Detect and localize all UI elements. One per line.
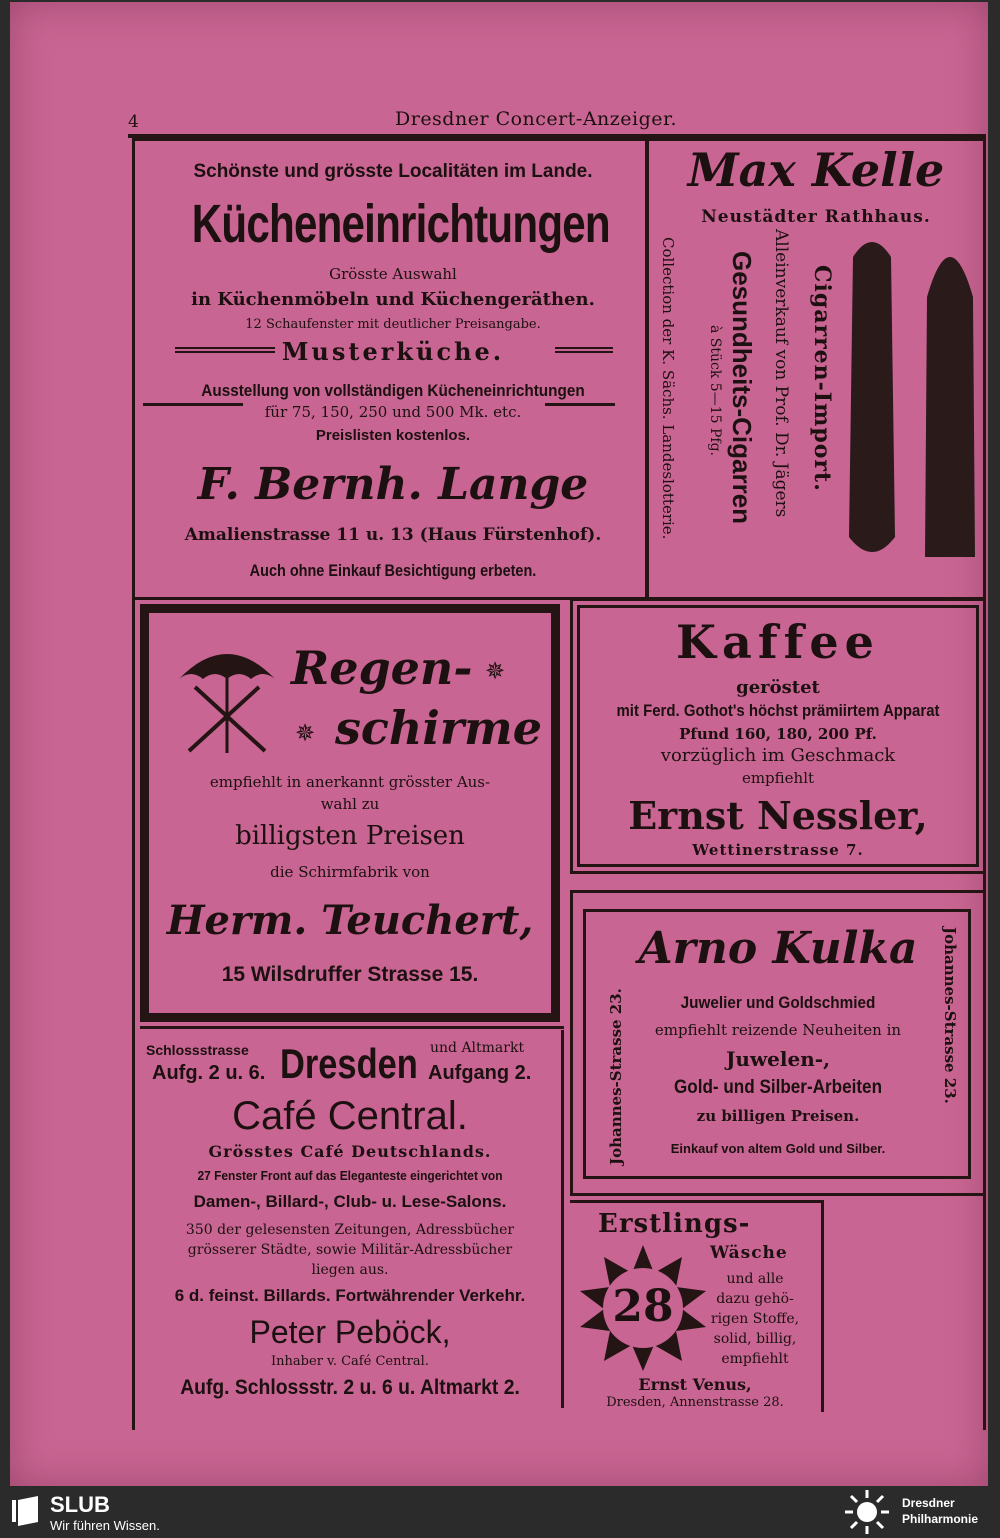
ad-cafe-line5: 350 der gelesensten Zeitungen, Adressbücher: [185, 1222, 515, 1238]
cigar-icon-2: [921, 237, 979, 567]
ad-cafe: [140, 1030, 564, 1408]
ad-kelle: [646, 138, 986, 600]
ad-venus-r3: rigen Stoffe,: [710, 1311, 800, 1327]
ad-cafe-title: Café Central.: [232, 1094, 468, 1138]
ad-kulka: [570, 890, 986, 1196]
ad-cafe-top-rule: [140, 1026, 564, 1029]
ad-kaffee-line2: geröstet: [736, 677, 820, 698]
ad-cafe-city: Dresden: [280, 1040, 418, 1087]
ad-kueche-musterkueche: Musterküche.: [281, 337, 505, 366]
ad-kueche-company: F. Bernh. Lange: [197, 459, 589, 510]
ad-kulka-line3: empfiehlt reizende Neuheiten in: [654, 1021, 902, 1039]
ad-kulka-name: Arno Kulka: [638, 923, 918, 974]
ad-kulka-line7: Einkauf von altem Gold und Silber.: [670, 1141, 886, 1156]
ad-schirme-title1: Regen-: [291, 641, 473, 695]
ad-kueche-line3: Grösste Auswahl: [329, 265, 457, 283]
ad-cafe-owner: Peter Peböck,: [249, 1314, 451, 1350]
slub-tagline: Wir führen Wissen.: [50, 1518, 160, 1533]
ad-kulka-line2: Juwelier und Goldschmied: [680, 993, 876, 1012]
ad-venus-line2: Wäsche: [710, 1243, 788, 1263]
philharmonie-logo-icon: [842, 1490, 892, 1534]
ad-schirme-company: Herm. Teuchert,: [166, 897, 534, 944]
ad-kelle-v3: Gesundheits-Cigarren: [727, 251, 757, 525]
page-number: 4: [128, 112, 139, 132]
ad-venus-r4: solid, billig,: [713, 1331, 797, 1347]
ad-schirme: [140, 604, 560, 1022]
ad-kueche-line1: Schönste und grösste Localitäten im Lande.: [193, 161, 593, 182]
ad-kueche-title: Kücheneinrichtungen: [191, 194, 610, 254]
ad-kueche-line9: Preislisten kostenlos.: [315, 427, 471, 444]
ad-cafe-line8: 6 d. feinst. Billards. Fortwährender Verkehr.: [174, 1286, 526, 1305]
page-header-title: Dresdner Concert-Anzeiger.: [395, 108, 678, 130]
ad-venus-line1: Erstlings-: [598, 1209, 751, 1239]
ad-kaffee-line4: Pfund 160, 180, 200 Pf.: [679, 725, 877, 743]
ad-kelle-v4: Alleinverkauf von Prof. Dr. Jägers: [771, 229, 791, 518]
ad-schirme-title2: schirme: [335, 701, 542, 755]
ad-kueche-line12: Auch ohne Einkauf Besichtigung erbeten.: [249, 561, 537, 580]
slub-wordmark[interactable]: SLUB: [50, 1492, 110, 1517]
cigar-icon: [845, 237, 899, 567]
ad-kelle-v2: à Stück 5—15 Pfg.: [707, 325, 723, 456]
ad-cafe-line3: 27 Fenster Front auf das Eleganteste eingerichtet von: [197, 1168, 503, 1183]
ornament-star-icon-2: ✵: [295, 719, 316, 747]
ad-cafe-tl1: Schlossstrasse: [146, 1042, 249, 1058]
ad-kaffee-line5: vorzüglich im Geschmack: [660, 745, 896, 766]
ad-schirme-address: 15 Wilsdruffer Strasse 15.: [221, 963, 479, 986]
ad-cafe-line4: Damen-, Billard-, Club- u. Lese-Salons.: [193, 1192, 507, 1211]
ad-cafe-address: Aufg. Schlossstr. 2 u. 6 u. Altmarkt 2.: [180, 1376, 520, 1399]
philharmonie-name2[interactable]: Philharmonie: [902, 1512, 979, 1526]
ad-schirme-line3: empfiehlt in anerkannt grösster Aus-: [209, 773, 491, 791]
ad-kaffee: [570, 598, 986, 874]
philharmonie-name1[interactable]: Dresdner: [902, 1496, 955, 1510]
ad-venus: [570, 1200, 824, 1412]
ad-venus-number: 28: [612, 1281, 674, 1332]
ad-kueche-line4: in Küchenmöbeln und Küchengeräthen.: [191, 289, 595, 310]
ad-cafe-tr1: und Altmarkt: [430, 1040, 525, 1056]
ad-venus-address: Dresden, Annenstrasse 28.: [606, 1395, 784, 1410]
ad-kaffee-line3: mit Ferd. Gothot's höchst prämiirtem Apparat: [616, 701, 940, 720]
ad-schirme-line5: billigsten Preisen: [235, 821, 465, 851]
ad-kueche-line7: Ausstellung von vollständigen Kücheneinrichtungen: [201, 381, 585, 400]
ad-cafe-tl2: Aufg. 2 u. 6.: [152, 1062, 266, 1084]
ad-kulka-line6: zu billigen Preisen.: [696, 1107, 860, 1125]
ad-kaffee-address: Wettinerstrasse 7.: [692, 841, 864, 859]
ad-kelle-name: Max Kelle: [687, 143, 945, 197]
ad-cafe-line10: Inhaber v. Café Central.: [271, 1354, 429, 1369]
ornament-star-icon: ✵: [485, 657, 506, 685]
ad-venus-r5: empfiehlt: [721, 1351, 789, 1367]
ad-kelle-sub: Neustädter Rathhaus.: [701, 207, 931, 227]
ad-kulka-line5: Gold- und Silber-Arbeiten: [673, 1077, 883, 1098]
ad-venus-company: Ernst Venus,: [638, 1375, 752, 1394]
ad-cafe-line6: grösserer Städte, sowie Militär-Adressbücher: [187, 1242, 513, 1258]
ad-cafe-line7: liegen aus.: [311, 1262, 389, 1278]
ad-kulka-side-right: Johannes-Strasse 23.: [941, 927, 959, 1104]
ad-cafe-tr2: Aufgang 2.: [428, 1062, 532, 1084]
slub-logo-icon: [12, 1496, 40, 1526]
ad-kueche-line5: 12 Schaufenster mit deutlicher Preisangabe.: [245, 317, 541, 332]
ad-kueche-address: Amalienstrasse 11 u. 13 (Haus Fürstenhof).: [184, 525, 602, 545]
ad-kelle-v5: Cigarren-Import.: [809, 265, 835, 492]
ad-kaffee-title: Kaffee: [676, 615, 880, 669]
ad-venus-r1: und alle: [726, 1271, 784, 1287]
ad-kueche-line8: für 75, 150, 250 und 500 Mk. etc.: [264, 403, 522, 421]
ornament-rule-right: [555, 347, 613, 353]
umbrella-icon: [175, 639, 279, 759]
ad-kaffee-line6: empfiehlt: [741, 769, 815, 787]
ad-venus-r2: dazu gehö-: [716, 1291, 794, 1307]
ad-kulka-line4: Juwelen-,: [725, 1047, 831, 1071]
ad-kaffee-company: Ernst Nessler,: [628, 793, 928, 838]
ad-kueche: [132, 138, 648, 600]
ad-kelle-v1: Collection der K. Sächs. Landeslotterie.: [659, 237, 677, 540]
ad-cafe-line2: Grösstes Café Deutschlands.: [208, 1142, 492, 1161]
ad-schirme-line4: wahl zu: [320, 795, 380, 813]
ad-kulka-side-left: Johannes-Strasse 23.: [607, 988, 625, 1165]
ad-schirme-line6: die Schirmfabrik von: [270, 863, 430, 881]
footer-bar: [0, 1486, 1000, 1538]
